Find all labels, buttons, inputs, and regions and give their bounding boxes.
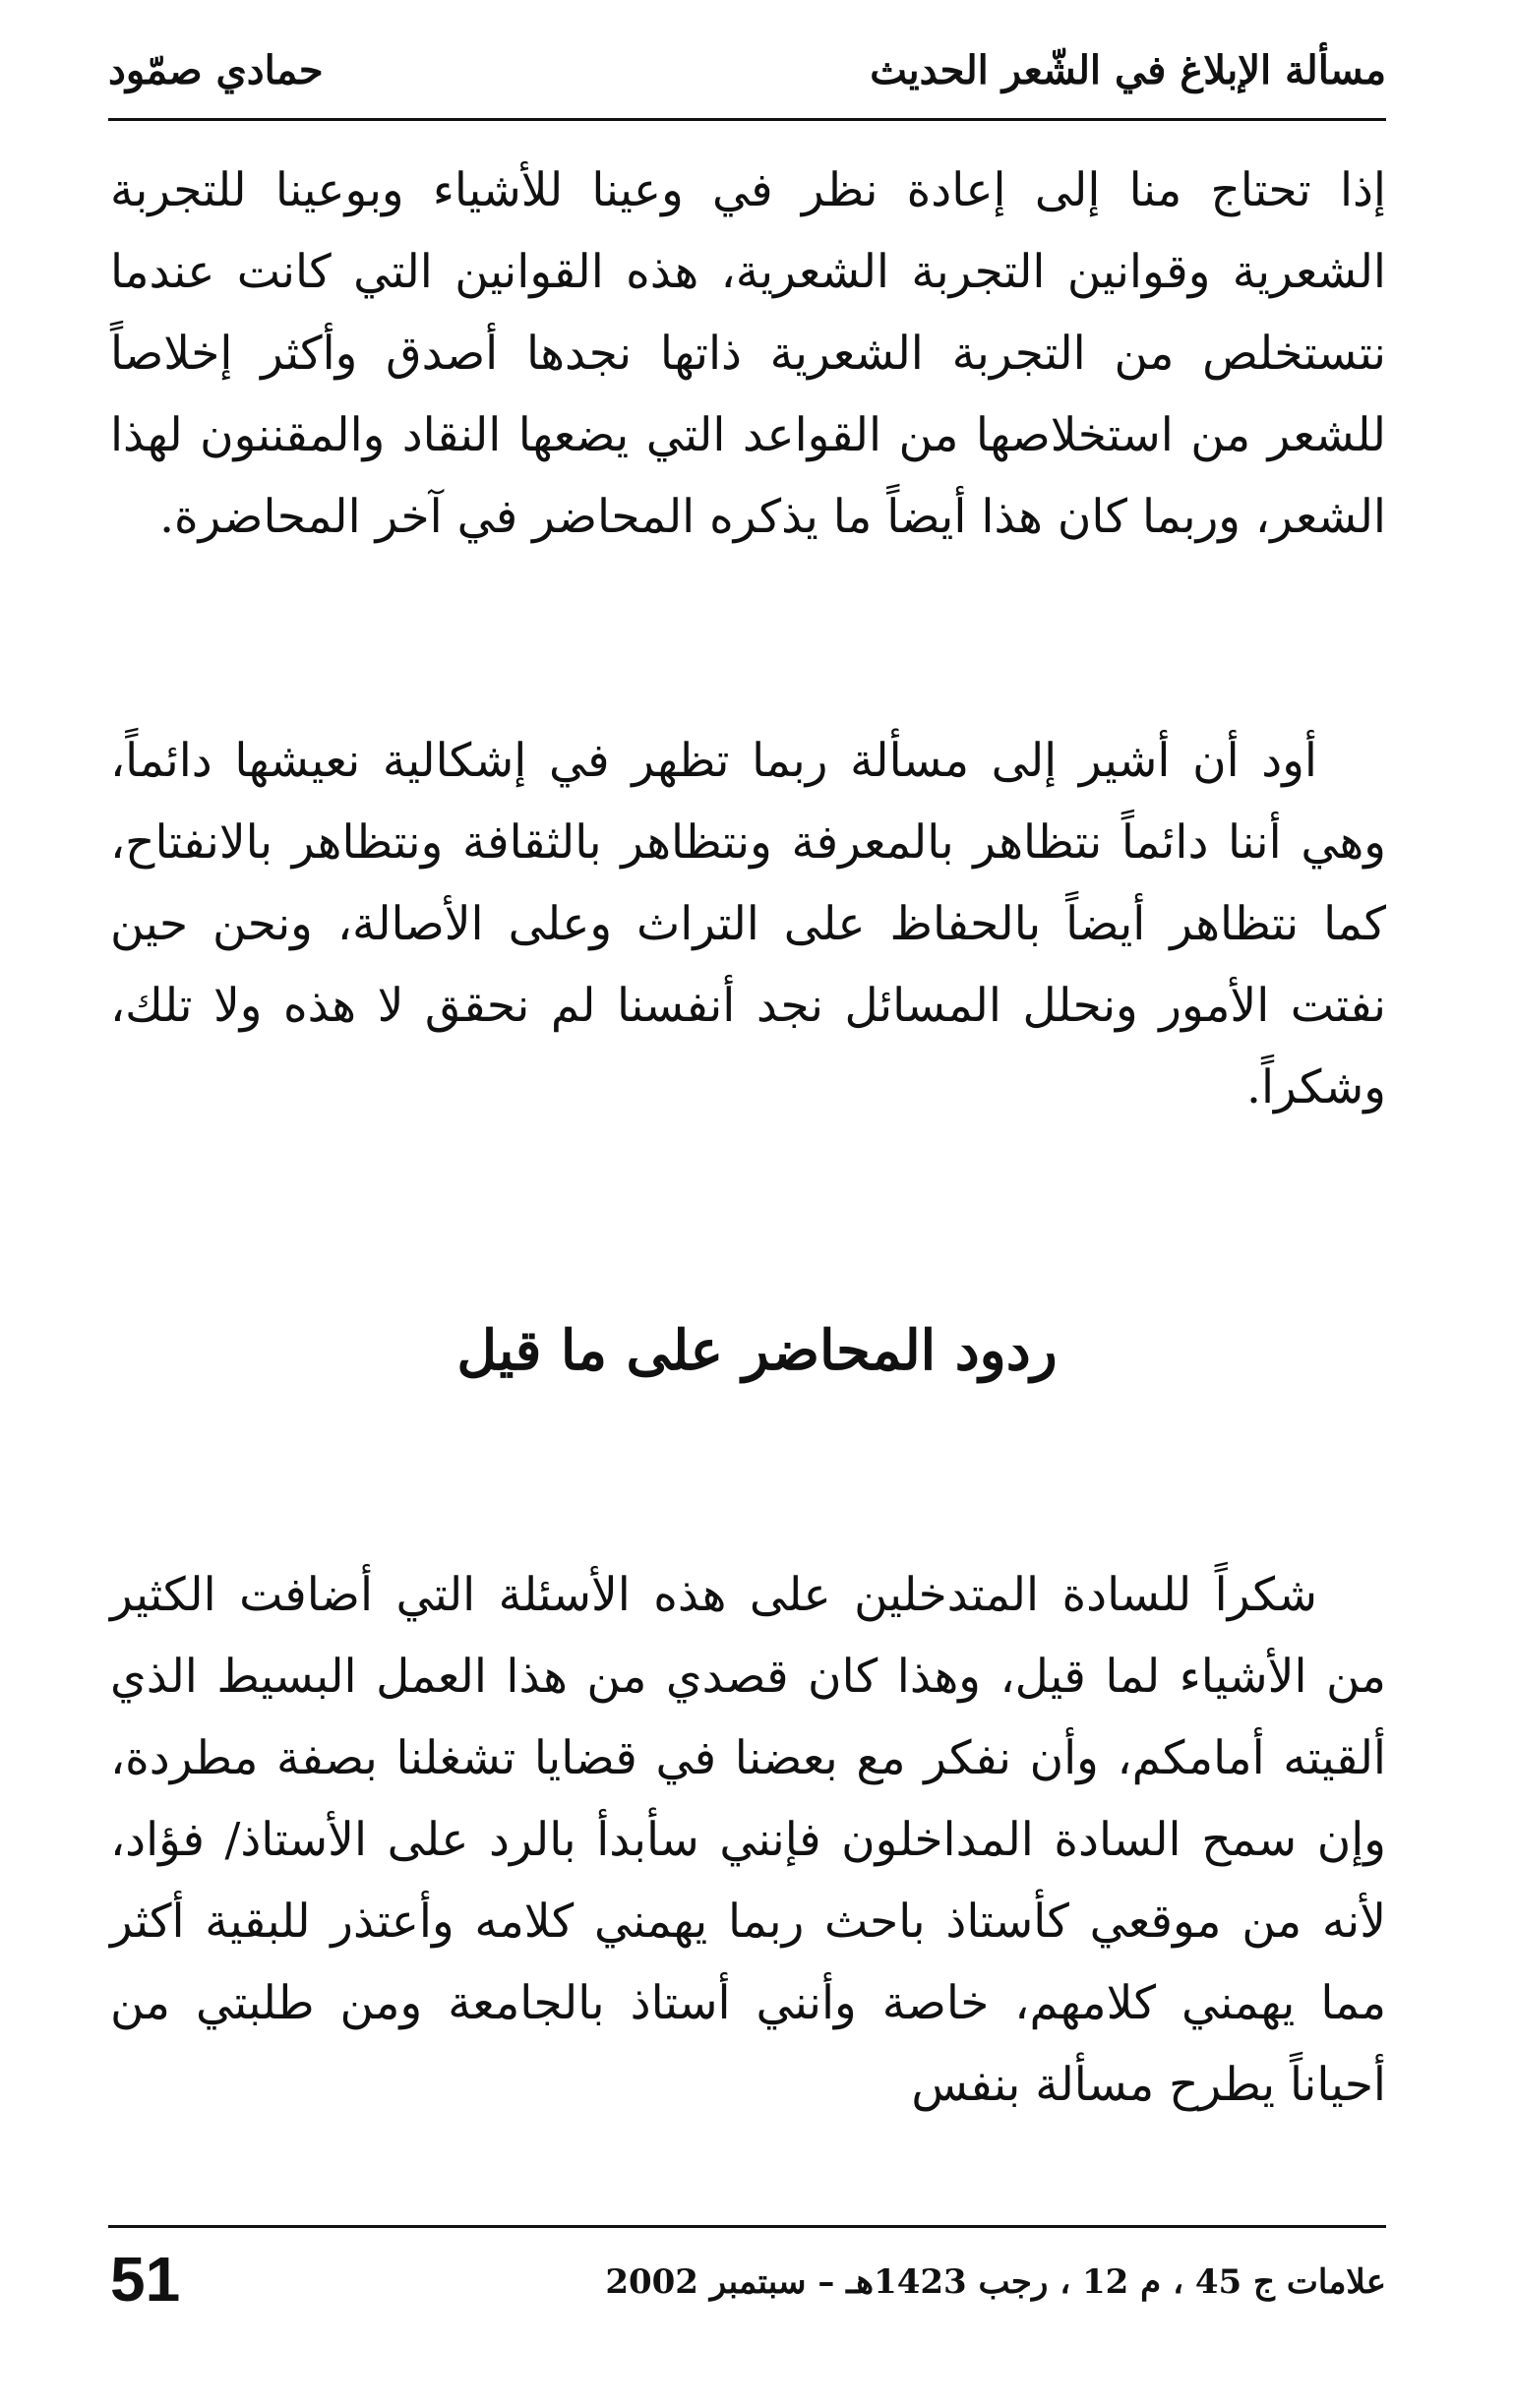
running-title: مسألة الإبلاغ في الشّعر الحديث (870, 47, 1386, 93)
footer-rule (108, 2225, 1386, 2228)
running-header (108, 39, 1386, 118)
section-heading: ردود المحاضر على ما قيل (456, 1318, 1058, 1383)
page-number: 51 (110, 2244, 181, 2315)
journal-issue-line: علامات ج 45 ، م 12 ، رجب 1423هـ – سبتمبر 2002 (605, 2262, 1386, 2302)
body-paragraph: إذا تحتاج منا إلى إعادة نظر في وعينا للأشياء وبوعينا للتجربة الشعرية وقوانين التجربة الشعرية، هذه القوانين التي كانت عندما نتستخلص من التجربة الشعرية ذاتها نجدها أصدق وأكثر إخلاصاً للشعر من استخلاصها من القواعد التي يضعها النقاد والمقننون لهذا الشعر، وربما كان هذا أيضاً ما يذكره المحاضر في آخر المحاضرة. (110, 163, 1386, 544)
body-paragraph: شكراً للسادة المتدخلين على هذه الأسئلة التي أضافت الكثير من الأشياء لما قيل، وهذا كان قصدي من هذا العمل البسيط الذي ألقيته أمامكم، وأن نفكر مع بعضنا في قضايا تشغلنا بصفة مطردة، وإن سمح السادة المداخلون فإنني سأبدأ بالرد على الأستاذ/ فؤاد، لأنه من موقعي كأستاذ باحث ربما يهمني كلامه وأعتذر للبقية أكثر مما يهمني كلامهم، خاصة وأنني أستاذ بالجامعة ومن طلبتي من أحياناً يطرح مسألة بنفس (110, 1568, 1386, 2112)
running-author: حمادي صمّود (108, 47, 324, 93)
header-rule (108, 118, 1386, 121)
body-paragraph: أود أن أشير إلى مسألة ربما تظهر في إشكالية نعيشها دائماً، وهي أننا دائماً نتظاهر بالمعرفة ونتظاهر بالثقافة ونتظاهر بالانفتاح، كما نتظاهر أيضاً بالحفاظ على التراث وعلى الأصالة، ونحن حين نفتت الأمور ونحلل المسائل نجد أنفسنا لم نحقق لا هذه ولا تلك، وشكراً. (110, 734, 1386, 1114)
